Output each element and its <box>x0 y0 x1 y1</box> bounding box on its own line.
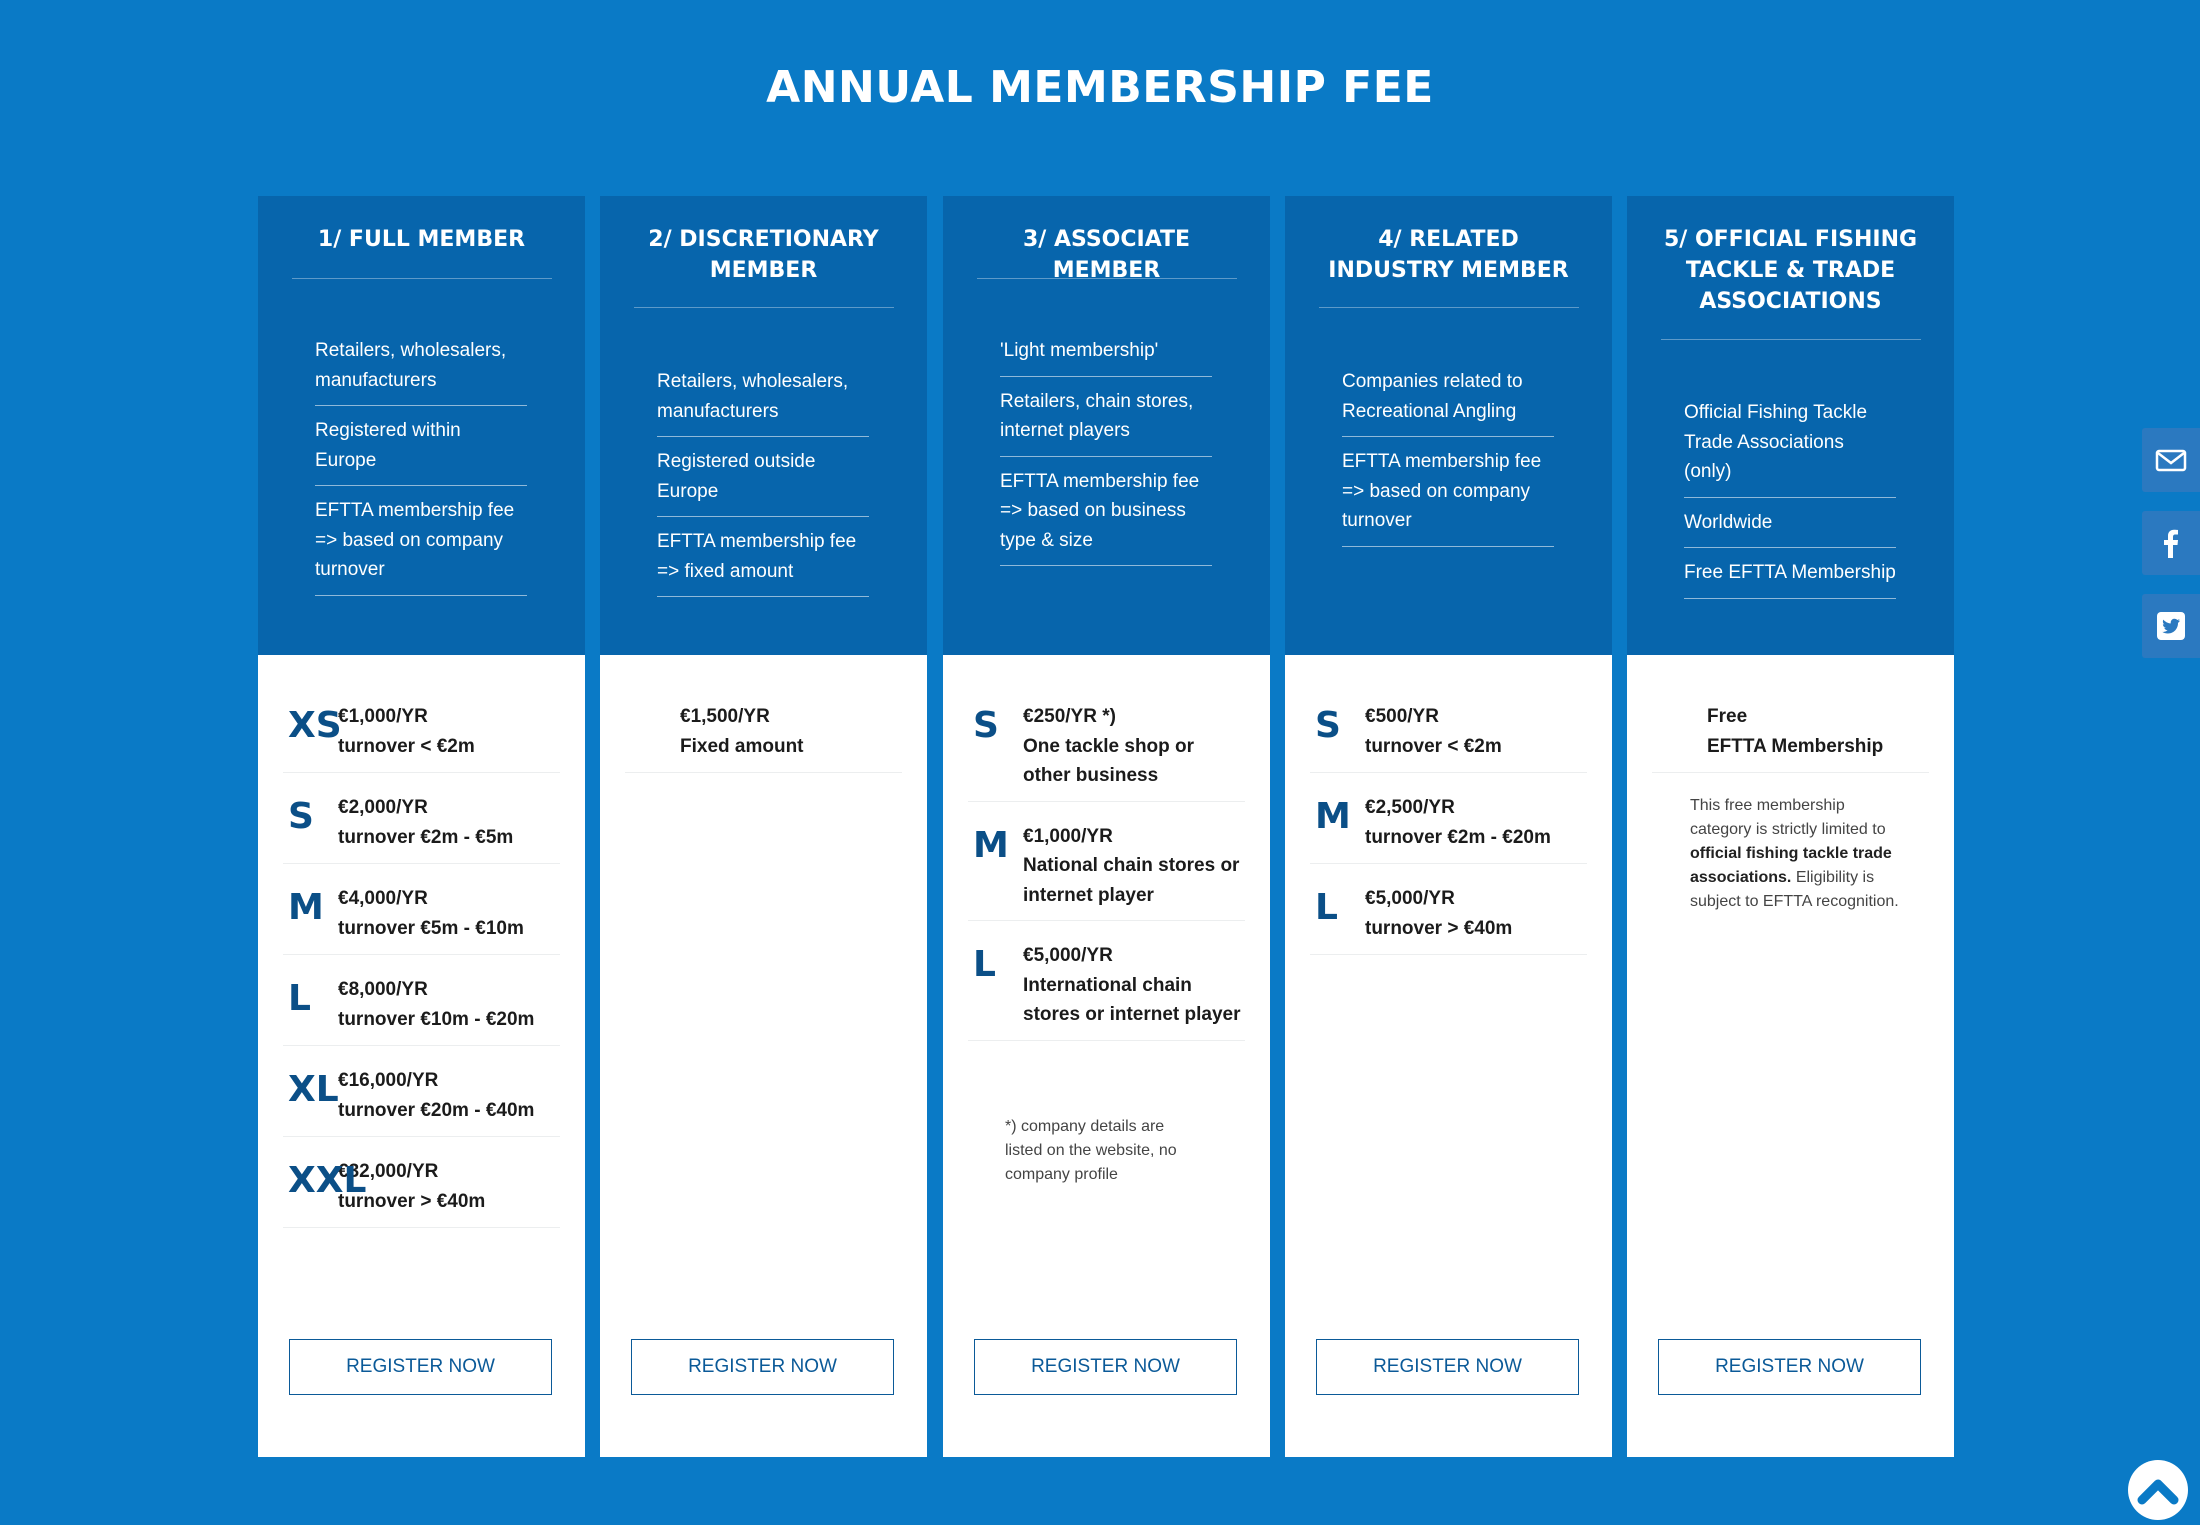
tier-price: Free <box>1707 706 1748 727</box>
divider <box>292 278 552 279</box>
plan-header <box>600 196 927 655</box>
tier-row <box>625 702 902 773</box>
plan-title: 1/ FULL MEMBER <box>317 227 526 252</box>
tier-code: XL <box>288 1069 339 1110</box>
register-now-button[interactable]: REGISTER NOW <box>289 1339 552 1395</box>
feature-item: 'Light membership' <box>1000 336 1212 377</box>
divider <box>1661 339 1921 340</box>
tier-description: turnover < €2m <box>338 735 475 757</box>
divider <box>977 278 1237 279</box>
plan-pricing <box>1627 655 1954 1457</box>
tier-description: National chain stores or internet player <box>1023 855 1240 906</box>
tier-list <box>283 702 560 1248</box>
tier-code: S <box>288 796 314 837</box>
tier-row <box>968 941 1245 1041</box>
plan-card-associate-member <box>943 196 1270 1457</box>
plan-pricing <box>600 655 927 1457</box>
plan-title: 3/ ASSOCIATE MEMBER <box>1022 227 1191 283</box>
tier-price: €500/YR <box>1365 706 1439 727</box>
tier-row <box>1652 702 1929 773</box>
tier-description: turnover €2m - €5m <box>338 826 514 848</box>
tier-row <box>283 975 560 1046</box>
plan-card-discretionary-member <box>600 196 927 1457</box>
tier-price: €16,000/YR <box>338 1070 439 1091</box>
feature-item: Retailers, wholesalers, manufacturers <box>315 336 527 406</box>
page-title: ANNUAL MEMBERSHIP FEE <box>766 62 1434 113</box>
plan-card-related-industry-member <box>1285 196 1612 1457</box>
feature-item: Official Fishing Tackle Trade Associations (only) <box>1684 398 1896 498</box>
register-now-button[interactable]: REGISTER NOW <box>631 1339 894 1395</box>
divider <box>1319 307 1579 308</box>
plan-title: 2/ DISCRETIONARY MEMBER <box>648 227 879 283</box>
tier-description: turnover €10m - €20m <box>338 1008 535 1030</box>
feature-item: Companies related to Recreational Angling <box>1342 367 1554 437</box>
feature-item: EFTTA membership fee => fixed amount <box>657 517 869 597</box>
tier-row <box>283 702 560 773</box>
register-now-button[interactable]: REGISTER NOW <box>1316 1339 1579 1395</box>
feature-list <box>1000 336 1212 566</box>
tier-code: L <box>973 944 996 985</box>
tier-price: €8,000/YR <box>338 979 428 1000</box>
tier-price: €250/YR *) <box>1023 706 1116 727</box>
plan-pricing <box>258 655 585 1457</box>
tier-description: turnover > €40m <box>338 1190 486 1212</box>
tier-price: €2,000/YR <box>338 797 428 818</box>
tier-description: One tackle shop or other business <box>1023 735 1195 786</box>
tier-row <box>283 1157 560 1228</box>
tier-code: XS <box>288 705 342 746</box>
tier-description: turnover < €2m <box>1365 735 1502 757</box>
feature-list <box>1342 367 1554 547</box>
tier-code: L <box>1315 887 1338 928</box>
note-emphasis: official fishing tackle trade associations. <box>1690 845 1892 886</box>
plan-header <box>943 196 1270 655</box>
facebook-share-button[interactable] <box>2142 511 2200 575</box>
tier-code: M <box>288 887 324 928</box>
tier-row <box>1310 793 1587 864</box>
tier-description: Fixed amount <box>680 735 804 757</box>
plan-title: 5/ OFFICIAL FISHING TACKLE & TRADE ASSOCIATIONS <box>1663 227 1918 314</box>
tier-price: €1,000/YR <box>1023 825 1113 847</box>
tier-code: M <box>973 824 1009 866</box>
tier-code: S <box>1315 705 1341 746</box>
feature-list <box>315 336 527 596</box>
plan-card-trade-associations <box>1627 196 1954 1457</box>
feature-item: EFTTA membership fee => based on company turnover <box>1342 437 1554 547</box>
tier-row <box>1310 702 1587 773</box>
feature-item: Registered within Europe <box>315 406 527 486</box>
facebook-icon <box>2155 527 2187 559</box>
tier-price: €5,000/YR <box>1023 945 1113 966</box>
plan-header <box>1627 196 1954 655</box>
tier-price: €32,000/YR <box>338 1161 439 1182</box>
tier-price: €2,500/YR <box>1365 797 1455 818</box>
register-now-button[interactable]: REGISTER NOW <box>974 1339 1237 1395</box>
feature-item: Retailers, wholesalers, manufacturers <box>657 367 869 437</box>
tier-price: €5,000/YR <box>1365 888 1455 909</box>
tier-list <box>1652 702 1929 793</box>
eligibility-note <box>1690 794 1900 914</box>
feature-list <box>1684 398 1896 599</box>
scroll-to-top-button[interactable] <box>2128 1460 2188 1520</box>
tier-list <box>1310 702 1587 975</box>
tier-code: M <box>1315 796 1351 837</box>
note-text: Eligibility is subject to EFTTA recognition. <box>1690 869 1899 910</box>
tier-code: XXL <box>288 1160 367 1201</box>
note-text: This free membership category is strictly limited to <box>1690 797 1886 838</box>
tier-list <box>625 702 902 793</box>
tier-row <box>968 702 1245 802</box>
email-share-button[interactable] <box>2142 428 2200 492</box>
tier-description: turnover > €40m <box>1365 917 1513 939</box>
tier-price: €1,500/YR <box>680 706 770 727</box>
plan-pricing <box>1285 655 1612 1457</box>
feature-item: EFTTA membership fee => based on business type & size <box>1000 457 1212 567</box>
feature-item: Registered outside Europe <box>657 437 869 517</box>
twitter-icon <box>2155 610 2187 642</box>
chevron-up-icon <box>2128 1460 2188 1520</box>
tier-description: turnover €5m - €10m <box>338 917 524 939</box>
twitter-share-button[interactable] <box>2142 594 2200 658</box>
plan-header <box>258 196 585 655</box>
tier-row <box>283 1066 560 1137</box>
tier-description: EFTTA Membership <box>1707 735 1884 757</box>
plan-card-full-member <box>258 196 585 1457</box>
plan-pricing <box>943 655 1270 1457</box>
divider <box>634 307 894 308</box>
feature-item: Free EFTTA Membership <box>1684 548 1896 599</box>
tier-row <box>968 822 1245 922</box>
tier-price: €1,000/YR <box>338 706 428 727</box>
tier-code: S <box>973 705 999 746</box>
plan-title: 4/ RELATED INDUSTRY MEMBER <box>1328 227 1569 283</box>
tier-row <box>283 884 560 955</box>
tier-code: L <box>288 978 311 1019</box>
tier-row <box>283 793 560 864</box>
tier-price: €4,000/YR <box>338 888 428 909</box>
tier-row <box>1310 884 1587 955</box>
footnote: *) company details are listed on the website, no company profile <box>1005 1118 1177 1183</box>
feature-item: Worldwide <box>1684 498 1896 549</box>
email-icon <box>2155 444 2187 476</box>
feature-list <box>657 367 869 597</box>
tier-description: International chain stores or internet player <box>1023 974 1241 1025</box>
tier-description: turnover €20m - €40m <box>338 1099 535 1121</box>
feature-item: Retailers, chain stores, internet players <box>1000 377 1212 457</box>
tier-list <box>968 702 1245 1061</box>
tier-description: turnover €2m - €20m <box>1365 826 1551 848</box>
register-now-button[interactable]: REGISTER NOW <box>1658 1339 1921 1395</box>
plan-header <box>1285 196 1612 655</box>
feature-item: EFTTA membership fee => based on company turnover <box>315 486 527 596</box>
